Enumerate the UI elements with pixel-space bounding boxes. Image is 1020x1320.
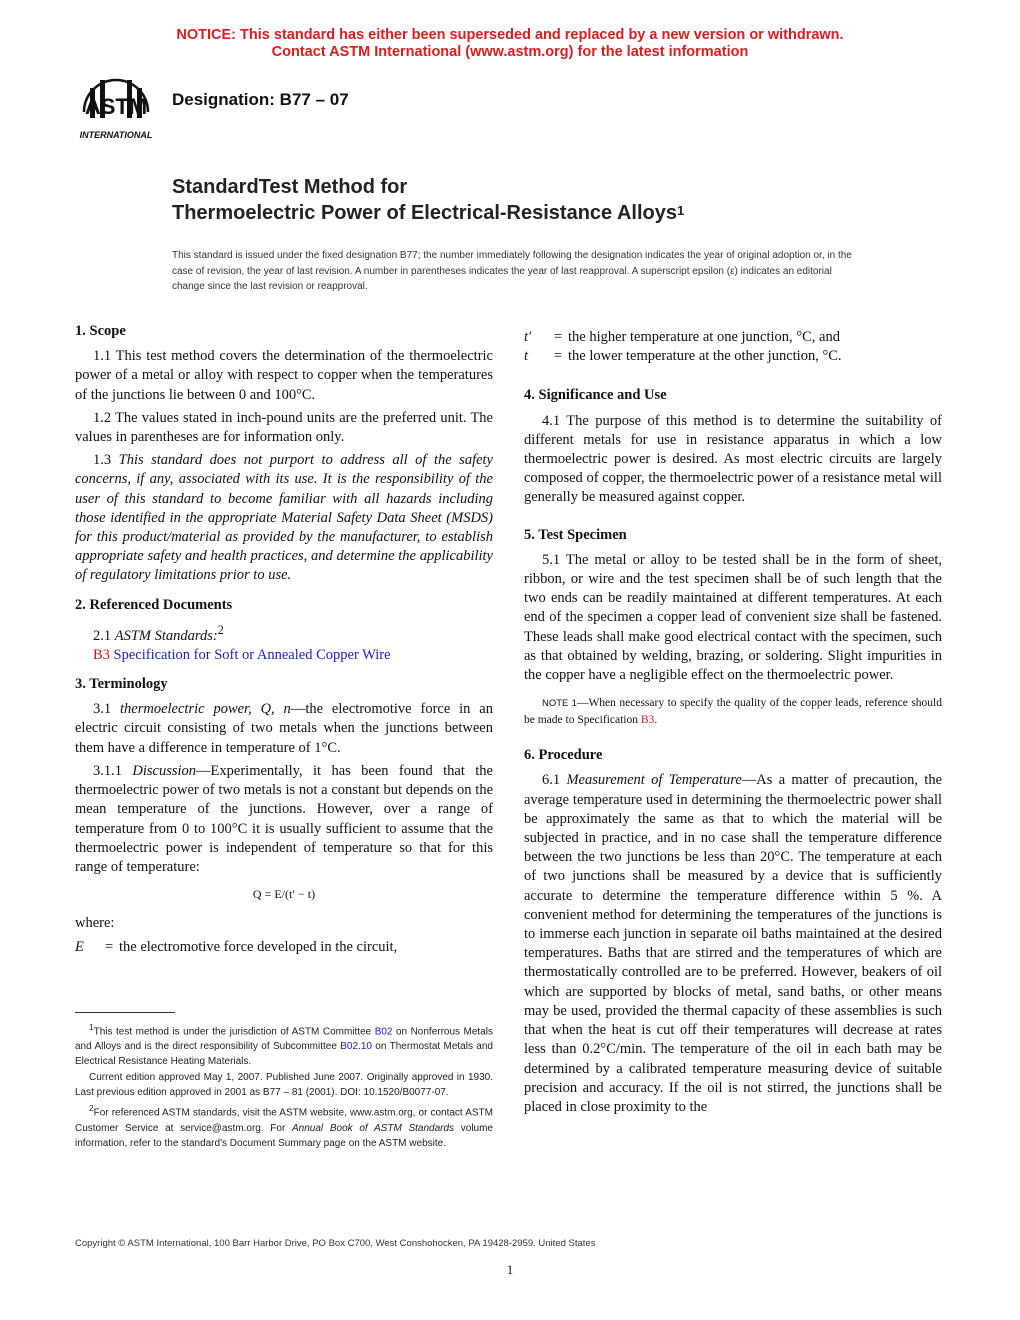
title-footnote-mark: 1 xyxy=(677,203,685,218)
standard-intro-note: This standard is issued under the fixed designation B77; the number immediately following the designation indicates the year of original adoption or, in the case of revision, the year of last revision. A number in parentheses indicates the year of last reapproval. A superscript epsilon (ε) indicates an editorial change since the last revision or reapproval. xyxy=(172,250,852,292)
section-5-heading: 5. Test Specimen xyxy=(524,526,627,543)
document-title xyxy=(172,174,684,226)
where-label: where: xyxy=(75,915,115,932)
notice-line-1: NOTICE: This standard has either been superseded and replaced by a new version or withdrawn. xyxy=(176,27,844,43)
section-4-heading: 4. Significance and Use xyxy=(524,387,667,404)
para-3-1: 3.1 thermoelectric power, Q, n—the electromotive force in an electric circuit consisting of two metals when the junctions between them have a difference in temperature of 1°C. xyxy=(75,701,493,756)
para-5-1: 5.1 The metal or alloy to be tested shall be in the form of sheet, ribbon, or wire and the test specimen shall be of such length that the two ends can be readily maintained at different temperatures. At each end of the specimen a copper lead of convenient size shall be fastened. These leads shall make good electrical contact with the specimen, such as that obtained by welding, brazing, or soldering. Slight impurities in the copper have a negligible effect on the thermoelectric power. xyxy=(524,551,942,684)
definition-E: E = the electromotive force developed in the circuit, xyxy=(75,938,398,955)
title-line-1: StandardTest Method for xyxy=(172,176,408,198)
note-link-b3[interactable]: B3 xyxy=(640,714,655,727)
footnote-2: $^2$For referenced ASTM standards, visit the ASTM website, www.astm.org, or contact ASTM Customer Service at service@astm.org. For Annual Book of ASTM Standards volume information, refer to the standard's Document Summary page on the ASTM website. xyxy=(75,1103,493,1149)
designation: Designation: B77 – 07 xyxy=(172,90,349,109)
para-6-1: 6.1 Measurement of Temperature—As a matter of precaution, the average temperature used in determining the thermoelectric power shall be approximately the same as that to which the material will be subjected in practice, and in no case shall the temperature difference between the two junctions be less than 20°C. The temperature at each of two junctions shall be measured by a device that is sufficiently accurate to determine the temperature difference within 5 %. A convenient method for determining the temperatures of the junctions is to immerse each junction in separate oil baths maintained at the desired temperatures. Baths that are stirred and the temperatures of which are thermostatically controlled are to be preferred. However, beakers of oil which are supported by blocks of metal, sand baths, or other means may be used, provided the thermal capacity of these assemblies is such that when the heat is cut off their temperatures will decrease at rates less than 0.2°C/min. The temperature of the oil in each bath may be determined by a calibrated temperature measuring device of suitable precision and accuracy. If the oil is not stirred, the junctions shall be placed in close proximity to the xyxy=(524,772,943,1115)
footnote-1: $^1$This test method is under the jurisdiction of ASTM Committee B02 on Nonferrous Metals and Alloys and is the direct responsibility of Subcommittee B02.10 on Thermostat Metals and Electrical Resistance Heating Materials. xyxy=(75,1022,493,1068)
right-column xyxy=(524,328,942,1121)
section-1-heading: 1. Scope xyxy=(75,323,126,339)
footnote-link-b02[interactable]: B02 xyxy=(374,1026,393,1038)
definition-t: t = the lower temperature at the other junction, °C. xyxy=(524,348,842,365)
astm-logo xyxy=(70,72,162,144)
para-3-1-1: 3.1.1 Discussion—Experimentally, it has been found that the thermoelectric power of two metals is not a constant but depends on the mean temperature of the junctions. However, over a range of temperature from 0 to 100°C it is usually sufficient to assume that the thermoelectric power is independent of temperature so that for this range of temperature: xyxy=(75,762,493,875)
withdrawal-notice xyxy=(0,27,1020,61)
title-line-2: Thermoelectric Power of Electrical-Resistance Alloys$^1$ xyxy=(172,202,685,224)
footnotes xyxy=(75,1020,493,1152)
section-6-heading: 6. Procedure xyxy=(524,747,603,764)
logo-subtitle: INTERNATIONAL xyxy=(79,130,153,140)
copyright: Copyright © ASTM International, 100 Barr Harbor Drive, PO Box C700, West Conshohocken, PA 19428-2959. United States xyxy=(75,1238,596,1249)
notice-line-2: Contact ASTM International (www.astm.org) for the latest information xyxy=(271,44,749,60)
para-4-1: 4.1 The purpose of this method is to determine the suitability of different metals for use in resistance apparatus in which a low thermoelectric power is desired. As most electric circuits are largely composed of copper, the thermoelectric power of a resistance metal will generally be measured against copper. xyxy=(524,412,942,506)
para-1-3: 1.3 This standard does not purport to address all of the safety concerns, if any, associated with its use. It is the responsibility of the user of this standard to become familiar with all hazards including those identified in the appropriate Material Safety Data Sheet (MSDS) for this product/material as provided by the manufacturer, to establish appropriate safety and health practices, and determine the applicability of regulatory limitations prior to use. xyxy=(75,452,493,584)
reference-b3-link[interactable]: B3 Specification for Soft or Annealed Copper Wire xyxy=(93,646,391,663)
definition-t-prime: t′ = the higher temperature at one junction, °C, and xyxy=(524,329,840,345)
section-2-heading: 2. Referenced Documents xyxy=(75,596,233,613)
note-1: NOTE 1—When necessary to specify the quality of the copper leads, reference should be made to Specification B3. xyxy=(524,697,943,727)
para-1-2: 1.2 The values stated in inch-pound units are the preferred unit. The values in parentheses are for information only. xyxy=(75,409,493,446)
footnote-1-edition: Current edition approved May 1, 2007. Published June 2007. Originally approved in 1930. Last previous edition approved in 2001 as B77 – 81 (2001). DOI: 10.1520/B0077-07. xyxy=(75,1072,493,1099)
logo-letters: ASTM xyxy=(84,94,148,119)
para-2-1: 2.1 ASTM Standards:$^2$ xyxy=(93,622,224,644)
section-3-heading: 3. Terminology xyxy=(75,676,168,693)
equation: Q = E/(t′ − t) xyxy=(252,887,316,902)
footnote-link-b0210[interactable]: B02.10 xyxy=(340,1041,372,1053)
para-1-1: 1.1 This test method covers the determination of the thermoelectric power of a metal or alloy with respect to copper when the temperatures of the junctions lie between 0 and 100°C. xyxy=(75,348,493,403)
footnote-divider xyxy=(75,1012,175,1013)
left-column xyxy=(75,322,493,957)
page-number: 1 xyxy=(506,1262,514,1277)
